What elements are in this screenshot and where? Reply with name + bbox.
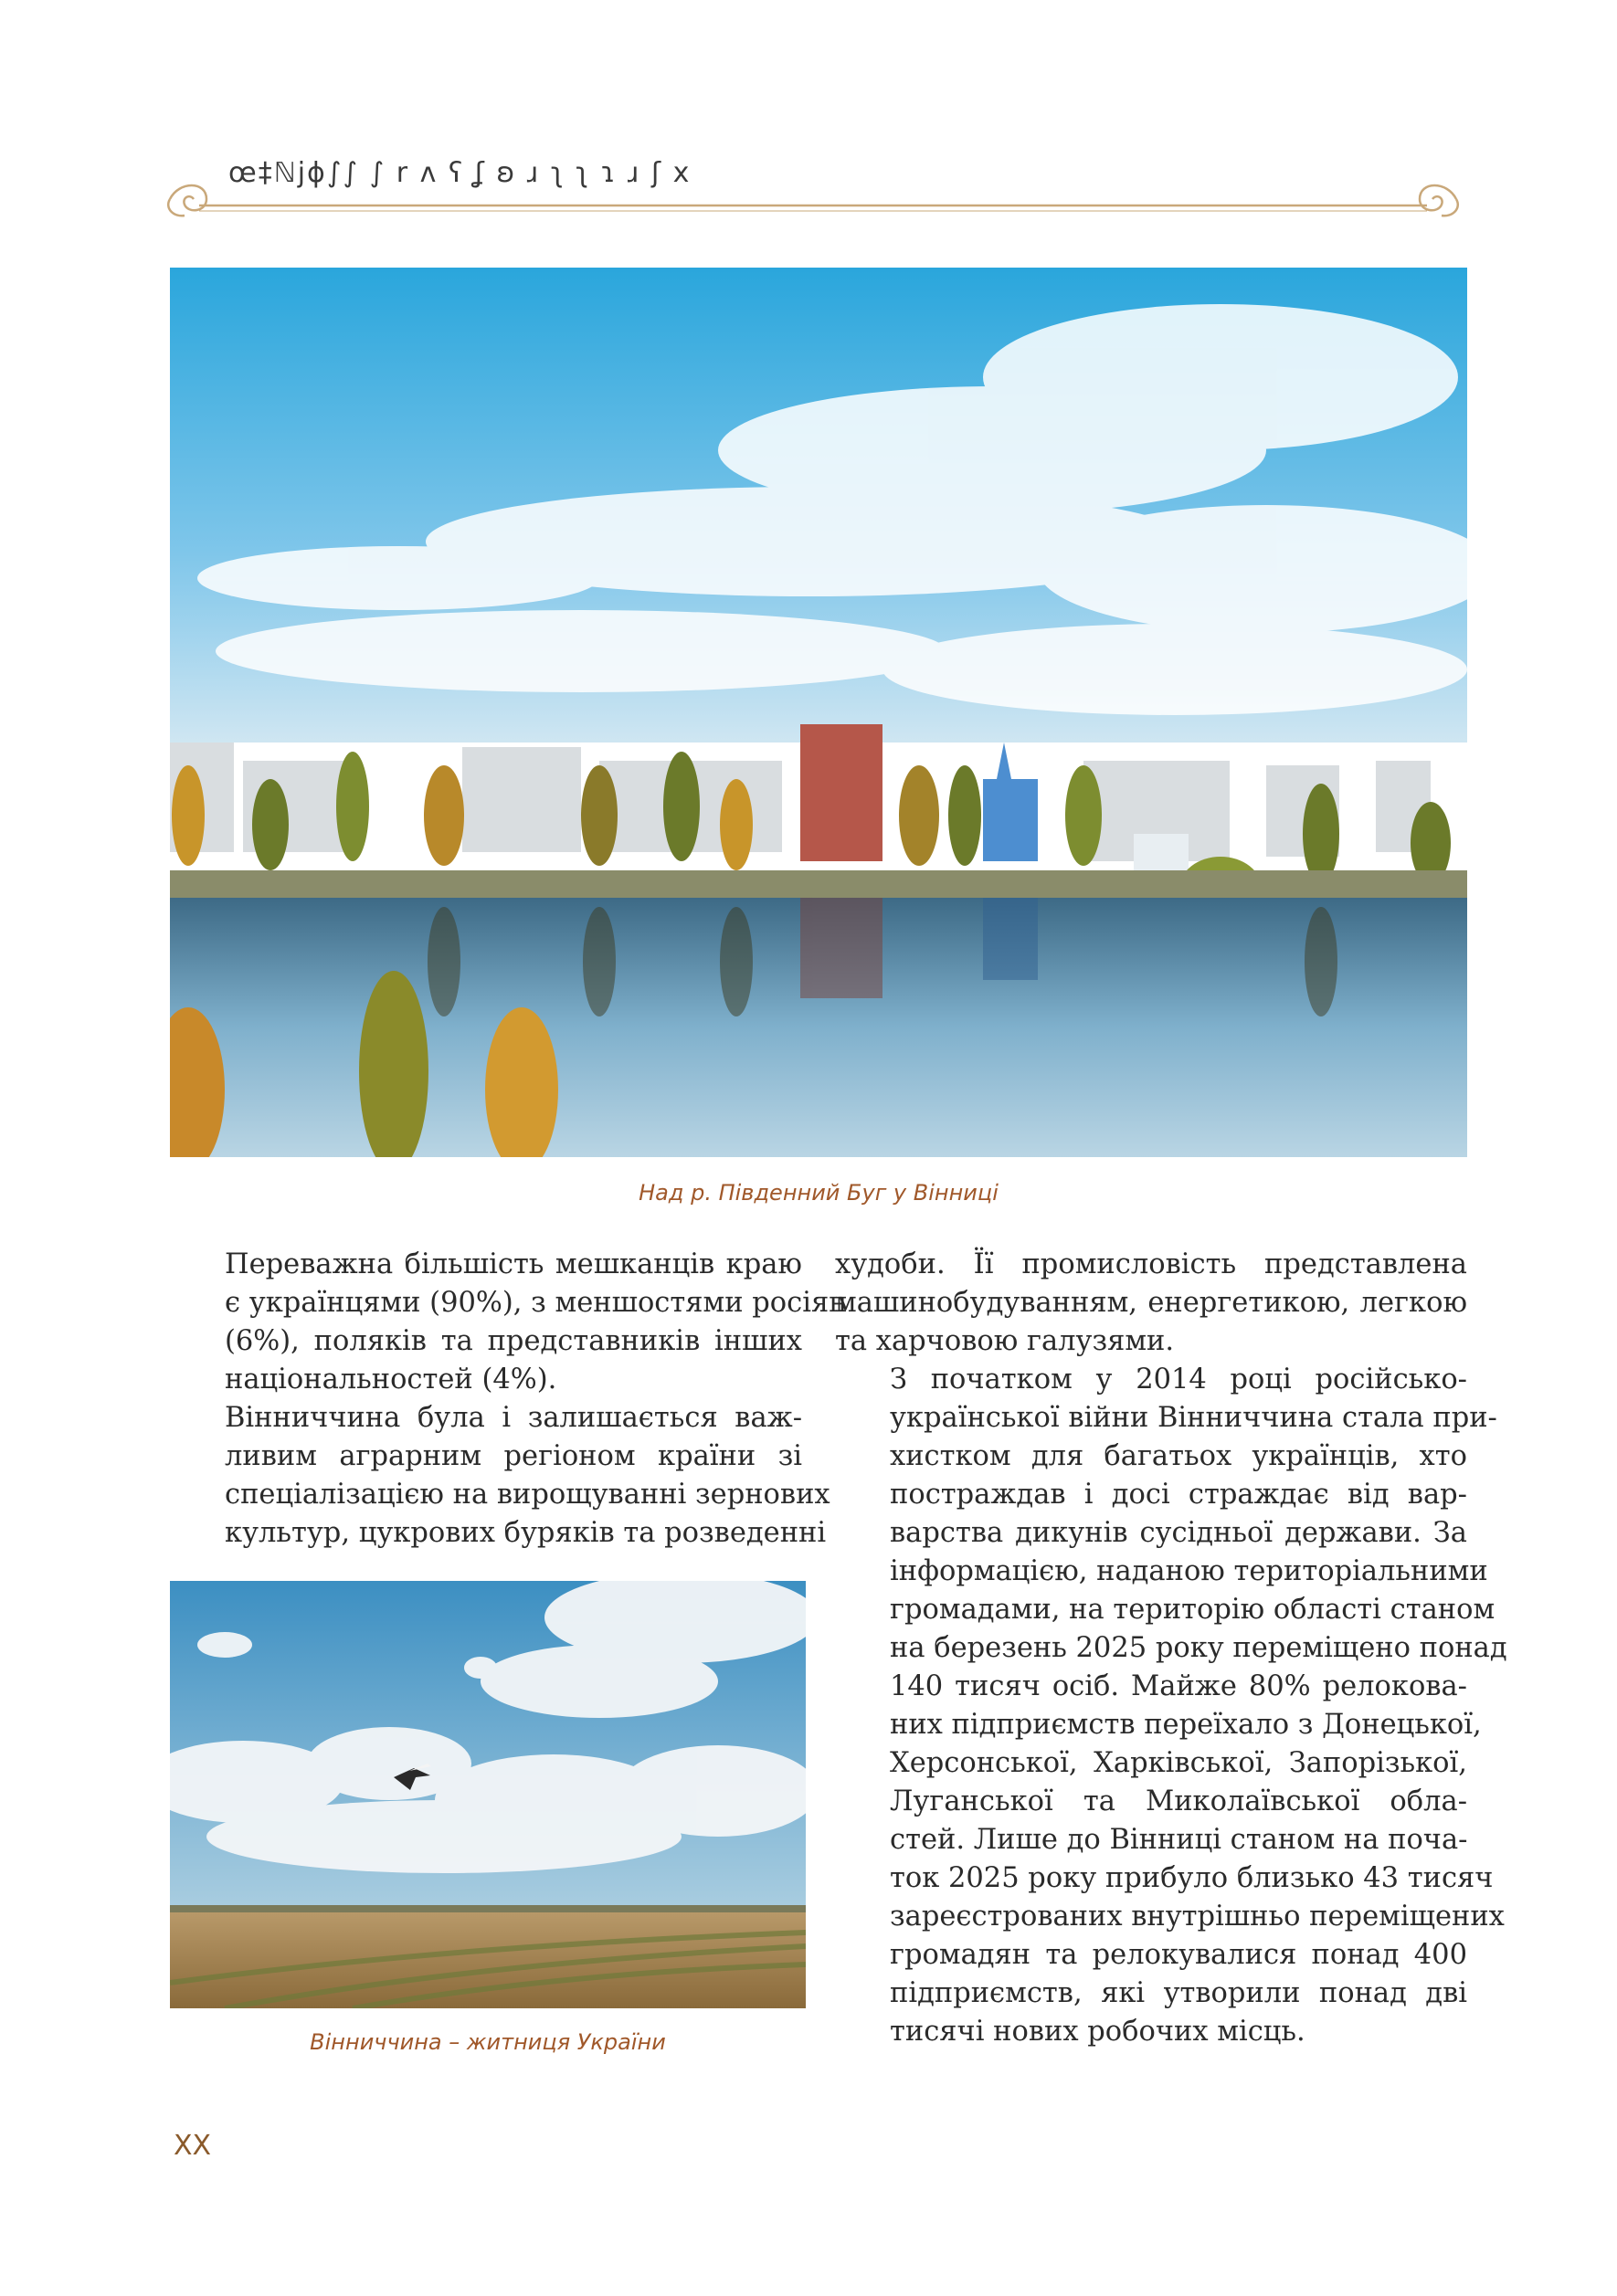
header-ornament-rule xyxy=(163,172,1464,226)
text-line: громадян та релокувалися понад 400 xyxy=(890,1939,1467,1971)
text-line: Херсонської, Харківської, Запорізької, xyxy=(890,1747,1467,1779)
text-line: інформацією, наданою територіальними xyxy=(890,1555,1488,1587)
vinnytsia-river-photo xyxy=(170,268,1467,1157)
text-line: стей. Лише до Вінниці станом на поча- xyxy=(890,1824,1468,1856)
text-line: української війни Вінниччина стала при- xyxy=(890,1402,1497,1434)
text-line: хистком для багатьох українців, хто xyxy=(890,1440,1467,1472)
text-line: та харчовою галузями. xyxy=(835,1325,1175,1357)
text-line: Переважна більшість мешканців краю xyxy=(225,1248,802,1280)
right-text-column xyxy=(835,1246,1507,2051)
text-line: культур, цукрових буряків та розведенні xyxy=(225,1517,827,1549)
page-number: ⅩⅩ xyxy=(174,2130,212,2162)
text-line: худоби. Її промисловість представлена xyxy=(835,1248,1467,1280)
text-line: Луганської та Миколаївської обла- xyxy=(890,1785,1467,1817)
paragraph xyxy=(170,1399,830,1553)
text-line: зареєстрованих внутрішньо переміщених xyxy=(890,1901,1505,1933)
paragraph xyxy=(170,1246,848,1399)
text-line: тисячі нових робочих місць. xyxy=(890,2016,1305,2048)
paragraph xyxy=(835,1361,1507,2051)
text-line: (6%), поляків та представників інших xyxy=(225,1325,802,1357)
text-line: національностей (4%). xyxy=(225,1364,557,1396)
text-line: ливим аграрним регіоном країни зі xyxy=(225,1440,802,1472)
text-line: ток 2025 року прибуло близько 43 тисяч xyxy=(890,1862,1494,1894)
text-line: машинобудуванням, енергетикою, легкою xyxy=(835,1287,1467,1319)
text-line: них підприємств переїхало з Донецької, xyxy=(890,1709,1482,1741)
text-line: 140 тисяч осіб. Майже 80% релокова- xyxy=(890,1670,1467,1702)
text-line: є українцями (90%), з меншостями росіян xyxy=(225,1287,848,1319)
text-line: варства дикунів сусідньої держави. За xyxy=(890,1517,1467,1549)
paragraph xyxy=(835,1246,1467,1361)
text-line: на березень 2025 року переміщено понад xyxy=(890,1632,1507,1664)
running-header: œ‡ℕjϕ∫∫ ∫ r ʌ ʕ ʆ ʚ ɹ ʅ ʅ ɿ ɹ ʃ ⅹ xyxy=(228,157,692,189)
wheat-field-stork-photo xyxy=(170,1581,806,2008)
text-line: постраждав і досі страждає від вар- xyxy=(890,1479,1467,1511)
left-text-column xyxy=(170,1246,848,1553)
text-line: громадами, на територію області станом xyxy=(890,1594,1495,1626)
text-line: підприємств, які утворили понад дві xyxy=(890,1977,1467,2009)
text-line: З початком у 2014 році російсько- xyxy=(890,1364,1467,1396)
text-line: спеціалізацією на вирощуванні зернових xyxy=(225,1479,830,1511)
text-line: Вінниччина була і залишається важ- xyxy=(225,1402,802,1434)
top-photo-caption: Над р. Південний Буг у Вінниці xyxy=(639,1180,999,1206)
bottom-photo-caption: Вінниччина – житниця України xyxy=(310,2029,666,2055)
